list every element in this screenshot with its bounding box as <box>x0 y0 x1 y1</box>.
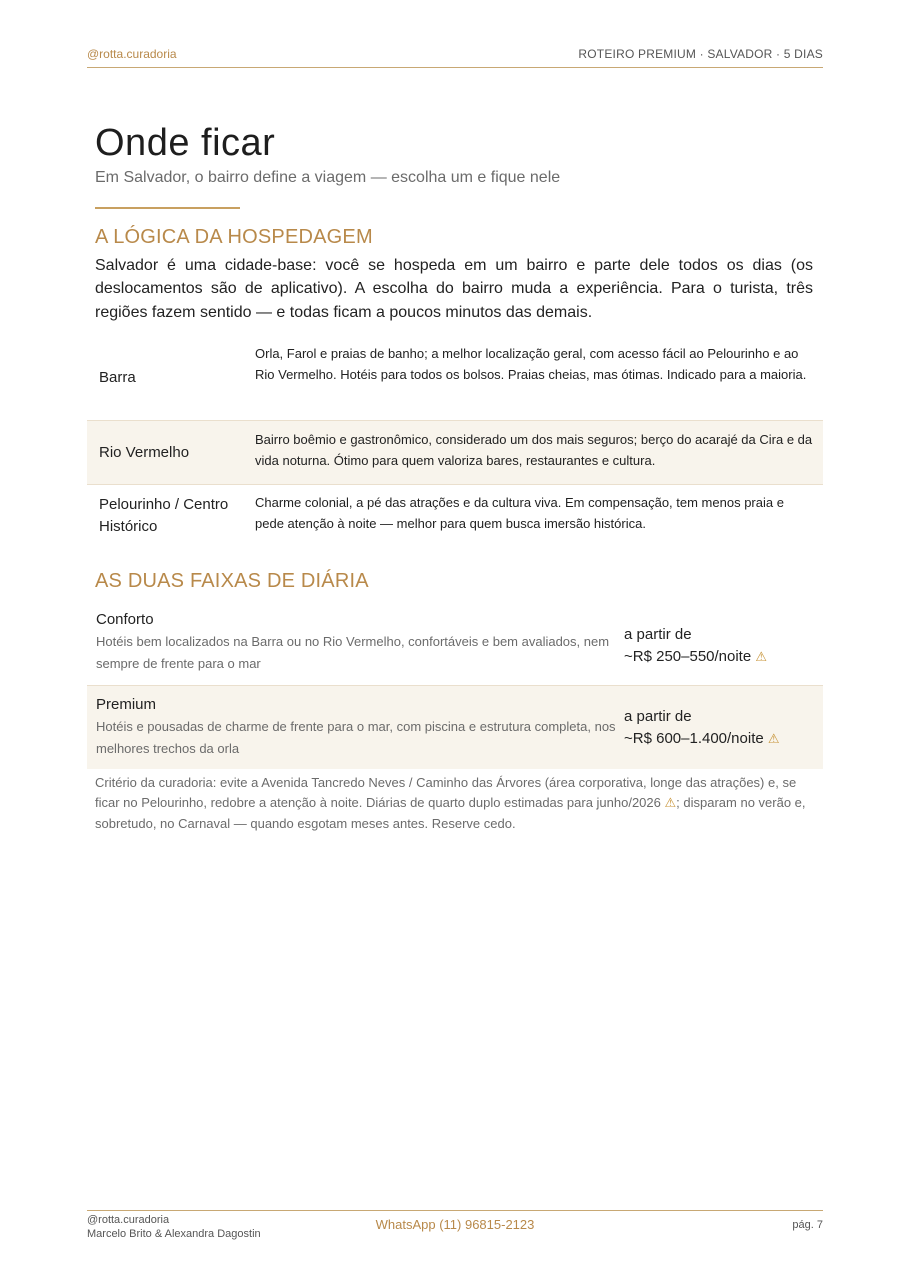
tier-price: ~R$ 250–550/noite <box>624 647 752 665</box>
footer-page-number: pág. 7 <box>792 1219 823 1231</box>
neighborhood-row <box>87 421 823 485</box>
rate-tier-premium <box>87 686 823 769</box>
header-document-title: ROTEIRO PREMIUM · SALVADOR · 5 DIAS <box>578 47 823 61</box>
tier-price-block <box>624 686 780 769</box>
neighborhood-description: Charme colonial, a pé das atrações e da cultura viva. Em compensação, tem menos praia e pede atenção à noite — melhor para quem busca imersão histórica. <box>255 495 784 532</box>
warning-icon: ⚠ <box>767 730 780 746</box>
page-subtitle: Em Salvador, o bairro define a viagem — escolha um e fique nele <box>95 169 561 186</box>
neighborhood-table <box>87 336 823 547</box>
criteria-text-2: ; disparam no verão e, sobretudo, no Carnaval — quando esgotam meses antes. Reserve cedo. <box>95 795 806 831</box>
tier-description: Hotéis e pousadas de charme de frente para o mar, com piscina e estrutura completa, nos melhores trechos da orla <box>96 719 616 756</box>
tier-price: ~R$ 600–1.400/noite <box>624 729 764 747</box>
tier-name: Conforto <box>96 611 154 628</box>
header-brand: @rotta.curadoria <box>87 47 177 61</box>
section-heading-logic: A LÓGICA DA HOSPEDAGEM <box>95 226 373 248</box>
warning-icon: ⚠ <box>755 648 768 664</box>
neighborhood-description: Orla, Farol e praias de banho; a melhor localização geral, com acesso fácil ao Pelourinho e ao Rio Vermelho. Hotéis para todos os bolsos. Praias cheias, mas ótimas. Indicado para a maioria. <box>255 346 807 383</box>
page-title: Onde ficar <box>95 122 276 164</box>
footer-divider <box>87 1210 823 1211</box>
neighborhood-name: Pelourinho / Centro Histórico <box>99 496 229 535</box>
title-divider <box>95 207 240 209</box>
logic-intro-paragraph: Salvador é uma cidade-base: você se hospeda em um bairro e parte dele todos os dias (os deslocamentos são de aplicativo). A escolha do bairro muda a experiência. Para o turista, três regiões fazem sentido — e todas ficam a poucos minutos das demais. <box>95 257 813 321</box>
neighborhood-row <box>87 485 823 547</box>
footer-whatsapp-contact: WhatsApp (11) 96815-2123 <box>375 1217 535 1232</box>
page-header <box>87 46 823 68</box>
tier-name: Premium <box>96 696 157 713</box>
warning-icon: ⚠ <box>664 795 677 811</box>
tier-description: Hotéis bem localizados na Barra ou no Rio Vermelho, confortáveis e bem avaliados, nem sempre de frente para o mar <box>96 634 610 671</box>
neighborhood-name: Barra <box>99 369 136 386</box>
criteria-text-1: Critério da curadoria: evite a Avenida Tancredo Neves / Caminho das Árvores (área corporativa, longe das atrações) e, se ficar no Pelourinho, redobre a atenção à noite. Diárias de quarto duplo estimadas para junho/2026 <box>95 775 797 811</box>
tier-from-label: a partir de <box>624 708 692 725</box>
neighborhood-row <box>87 336 823 421</box>
tier-from-label: a partir de <box>624 626 692 643</box>
footer-authors: Marcelo Brito & Alexandra Dagostin <box>87 1228 261 1240</box>
footer-brand: @rotta.curadoria <box>87 1214 170 1226</box>
neighborhood-name: Rio Vermelho <box>99 443 190 461</box>
section-heading-rates: AS DUAS FAIXAS DE DIÁRIA <box>95 570 369 592</box>
neighborhood-description: Bairro boêmio e gastronômico, considerado um dos mais seguros; berço do acarajé da Cira e da vida noturna. Ótimo para quem valoriza bares, restaurantes e cultura. <box>255 432 813 469</box>
rate-tier-conforto <box>87 606 823 686</box>
curation-criteria-note <box>95 773 817 834</box>
tier-price-block <box>624 606 767 685</box>
